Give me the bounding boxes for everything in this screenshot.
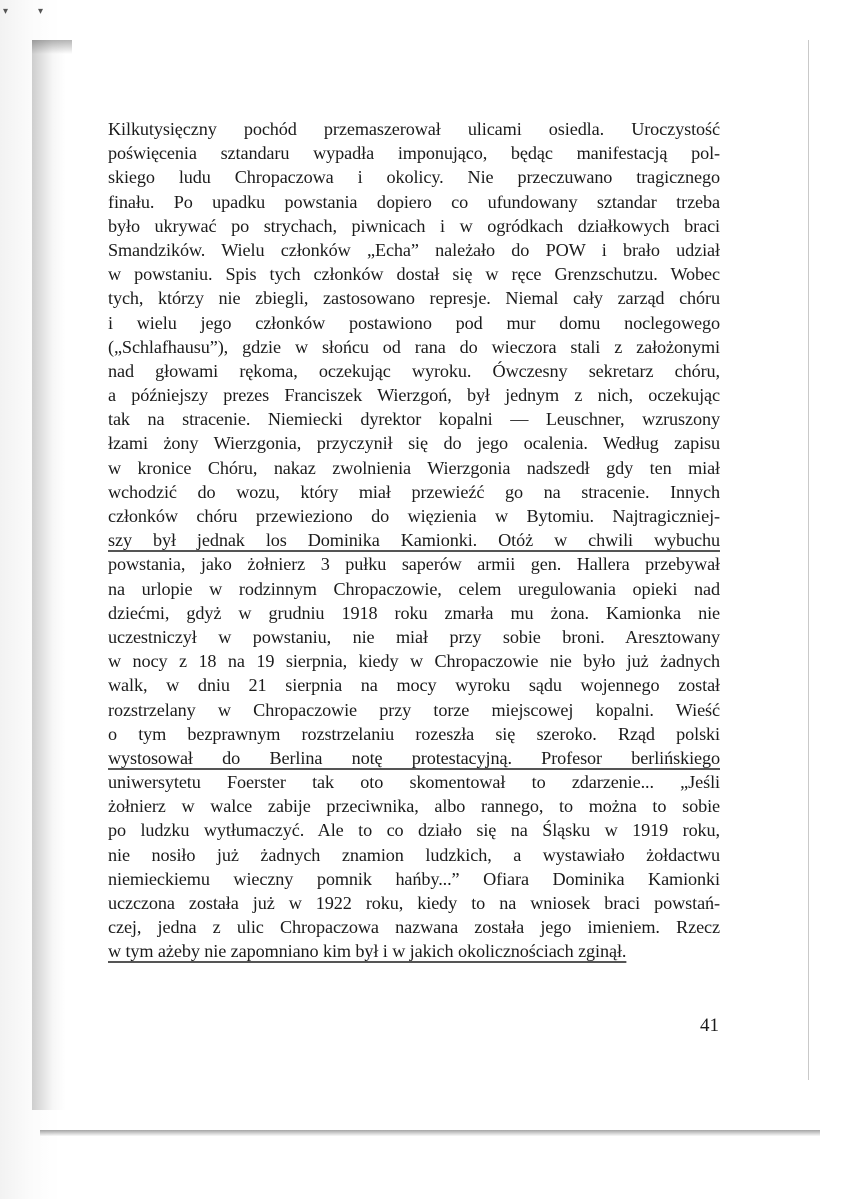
page-number: 41 [700,1015,719,1036]
text-line: członków chóru przewieziono do więzienia w Bytomiu. Najtragiczniej- [108,506,720,526]
speck-mark: ▾ [3,6,9,17]
text-line: tak na stracenie. Niemiecki dyrektor kopalni — Leuschner, wzruszony [108,409,720,430]
text-line: Smandzików. Wielu członków „Echa” należało do POW i brało udział [108,239,720,260]
text-line: rozstrzelany w Chropaczowie przy torze miejscowej kopalni. Wieść [108,699,720,720]
text-line: Kilkutysięczny pochód przemaszerował ulicami osiedla. Uroczystość [108,119,720,139]
text-line: dziećmi, gdyż w grudniu 1918 roku zmarła mu żona. Kamionka nie [108,602,720,623]
text-line: na urlopie w rodzinnym Chropaczowie, celem uregulowania opieki nad [108,578,720,599]
scan-right-edge [808,40,809,1080]
text-line: („Schlafhausu”), gdzie w słońcu od rana do wieczora stali z założonymi [108,336,720,357]
text-line: w kronice Chóru, nakaz zwolnienia Wierzgonia nadszedł gdy ten miał [108,457,720,478]
text-line: wchodzić do wozu, który miał przewieźć go na stracenie. Innych [108,481,720,502]
scan-bottom-shadow [40,1130,820,1136]
text-line: i wielu jego członków postawiono pod mur domu noclegowego [108,312,720,333]
text-line: było ukrywać po strychach, piwnicach i w ogródkach działkowych braci [108,215,720,236]
speck-mark: ▾ [38,6,44,17]
text-line: powstania, jako żołnierz 3 pułku saperów armii gen. Hallera przebywał [108,554,720,575]
text-line: w powstaniu. Spis tych członków dostał się w ręce Grenzschutzu. Wobec [108,264,720,285]
text-line: w nocy z 18 na 19 sierpnia, kiedy w Chropaczowie nie było już żadnych [108,651,720,672]
text-line: nie nosiło już żadnych znamion ludzkich, a wystawiało żołdactwu [108,844,720,865]
text-line-underlined: szy był jednak los Dominika Kamionki. Otóż w chwili wybuchu [108,530,720,551]
text-line: uczestniczył w powstaniu, nie miał przy sobie broni. Aresztowany [108,626,720,647]
text-line: poświęcenia sztandaru wypadła imponująco, będąc manifestacją pol- [108,143,720,164]
scan-left-shadow [32,40,66,1110]
text-line-underlined: wystosował do Berlina notę protestacyjną. Profesor berlińskiego [108,747,720,768]
text-line: czej, jedna z ulic Chropaczowa nazwana została jego imieniem. Rzecz [108,917,720,938]
text-line: uczczona została już w 1922 roku, kiedy to na wniosek braci powstań- [108,893,720,913]
body-text [108,117,720,964]
text-line: tych, którzy nie zbiegli, zastosowano represje. Niemal cały zarząd chóru [108,288,720,309]
text-line: żołnierz w walce zabije przeciwnika, albo rannego, to można to sobie [108,796,720,817]
text-line: o tym bezprawnym rozstrzelaniu rozeszła się szeroko. Rząd polski [108,723,720,744]
text-line-underlined: w tym ażeby nie zapomniano kim był i w jakich okolicznościach zginął. [108,941,627,962]
text-line: po ludzku wytłumaczyć. Ale to co działo się na Śląsku w 1919 roku, [108,820,720,841]
text-line: finału. Po upadku powstania dopiero co ufundowany sztandar trzeba [108,191,720,212]
text-line: walk, w dniu 21 sierpnia na mocy wyroku sądu wojennego został [108,675,720,696]
text-line: niemieckiemu wieczny pomnik hańby...” Ofiara Dominika Kamionki [108,868,720,889]
text-line: skiego ludu Chropaczowa i okolicy. Nie przeczuwano tragicznego [108,167,720,188]
text-line: a późniejszy prezes Franciszek Wierzgoń, był jednym z nich, oczekując [108,385,720,406]
text-line: łzami żony Wierzgonia, przyczynił się do jego ocalenia. Według zapisu [108,433,720,454]
text-line: uniwersytetu Foerster tak oto skomentował to zdarzenie... „Jeśli [108,772,720,793]
text-line: nad głowami rękoma, oczekując wyroku. Ówczesny sekretarz chóru, [108,360,720,381]
scan-top-shadow [32,40,72,54]
